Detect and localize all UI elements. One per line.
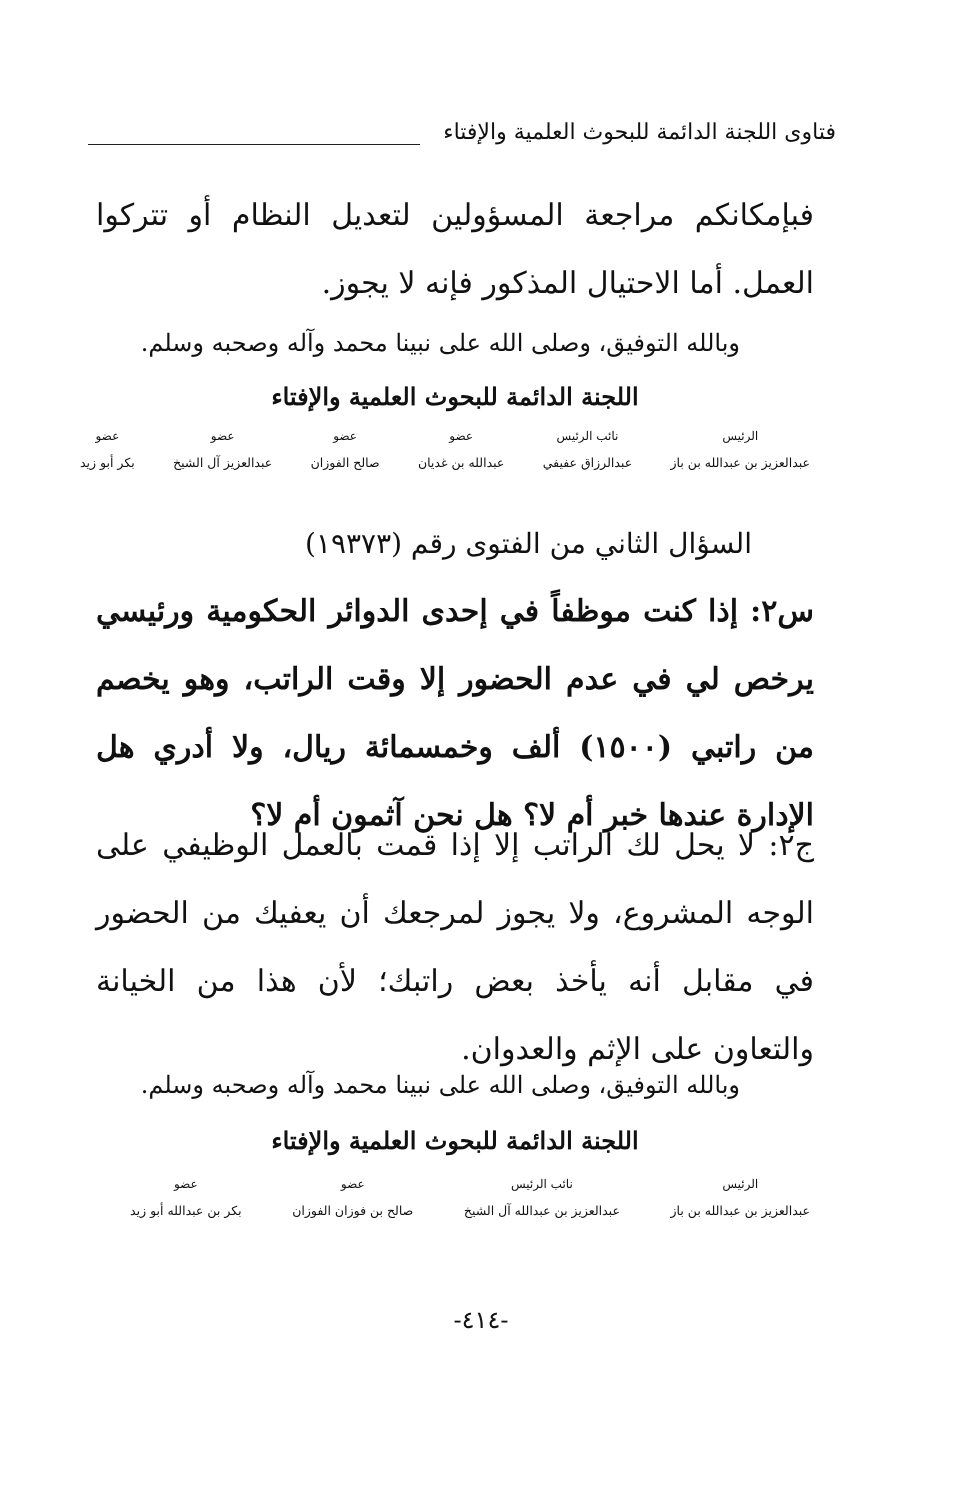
signatory-name: عبدالعزيز بن عبدالله بن باز — [670, 1203, 810, 1218]
signatory — [464, 1176, 620, 1228]
signatory-name: عبدالله بن غديان — [417, 455, 505, 470]
signatory — [671, 428, 811, 480]
signatory-name: بكر أبو زيد — [80, 455, 135, 470]
signatory-name: صالح الفوزان — [310, 455, 380, 470]
header-rule — [88, 144, 420, 145]
signatory — [80, 428, 135, 480]
signatory — [311, 428, 380, 480]
signatory-role: عضو — [210, 429, 235, 443]
signatory-role: عضو — [449, 429, 474, 443]
signatory-name: عبدالعزيز بن عبدالله بن باز — [670, 455, 810, 470]
closing-formula-2: وبالله التوفيق، وصلى الله على نبينا محمد وآله وصحبه وسلم. — [140, 1071, 740, 1099]
signatory-role: عضو — [173, 1177, 198, 1191]
signatory-role: الرئيس — [722, 429, 759, 443]
signatory-name: بكر بن عبدالله أبو زيد — [130, 1203, 242, 1218]
running-title: فتاوى اللجنة الدائمة للبحوث العلمية والإفتاء — [443, 120, 836, 145]
signatory-role: الرئيس — [722, 1177, 759, 1191]
continuation-paragraph: فبإمكانكم مراجعة المسؤولين لتعديل النظام أو تتركوا العمل. أما الاحتيال المذكور فإنه لا يجوز. — [96, 198, 814, 301]
signatory — [130, 1176, 242, 1228]
answer-paragraph: ج٢: لا يحل لك الراتب إلا إذا قمت بالعمل الوظيفي على الوجه المشروع، ولا يجوز لمرجعك أن يعفيك من الحضور في مقابل أنه يأخذ بعض راتبك؛ لأن هذا من الخيانة والتعاون على الإثم والعدوان. — [96, 828, 814, 1067]
closing-formula-1: وبالله التوفيق، وصلى الله على نبينا محمد وآله وصحبه وسلم. — [140, 329, 740, 357]
signatory-name: عبدالعزيز بن عبدالله آل الشيخ — [463, 1203, 620, 1218]
signatories-2 — [130, 1176, 810, 1228]
signatory-role: نائب الرئيس — [556, 429, 619, 443]
signatory-name: عبدالرزاق عفيفي — [542, 455, 633, 470]
signatory — [418, 428, 504, 480]
committee-name-1: اللجنة الدائمة للبحوث العلمية والإفتاء — [271, 382, 639, 411]
signatory — [292, 1176, 413, 1228]
signatory-role: عضو — [95, 429, 120, 443]
signatory-name: عبدالعزيز آل الشيخ — [173, 455, 273, 470]
running-header — [88, 118, 836, 152]
question-paragraph: س٢: إذا كنت موظفاً في إحدى الدوائر الحكومية ورئيسي يرخص لي في عدم الحضور إلا وقت الراتب، وهو يخصم من راتبي (١٥٠٠) ألف وخمسمائة ريال، ولا أدري هل الإدارة عندها خبر أم لا؟ هل نحن آثمون أم لا؟ — [96, 594, 814, 833]
signatory — [671, 1176, 811, 1228]
committee-name-2: اللجنة الدائمة للبحوث العلمية والإفتاء — [271, 1126, 639, 1155]
signatories-1 — [80, 428, 810, 480]
signatory-role: عضو — [333, 429, 357, 443]
page-number: -٤١٤- — [453, 1306, 509, 1334]
signatory-name: صالح بن فوزان الفوزان — [292, 1203, 414, 1218]
signatory — [543, 428, 632, 480]
signatory-role: نائب الرئيس — [511, 1177, 573, 1191]
signatory-role: عضو — [340, 1177, 365, 1191]
signatory — [173, 428, 272, 480]
question-heading: السؤال الثاني من الفتوى رقم (١٩٣٧٣) — [304, 527, 752, 560]
